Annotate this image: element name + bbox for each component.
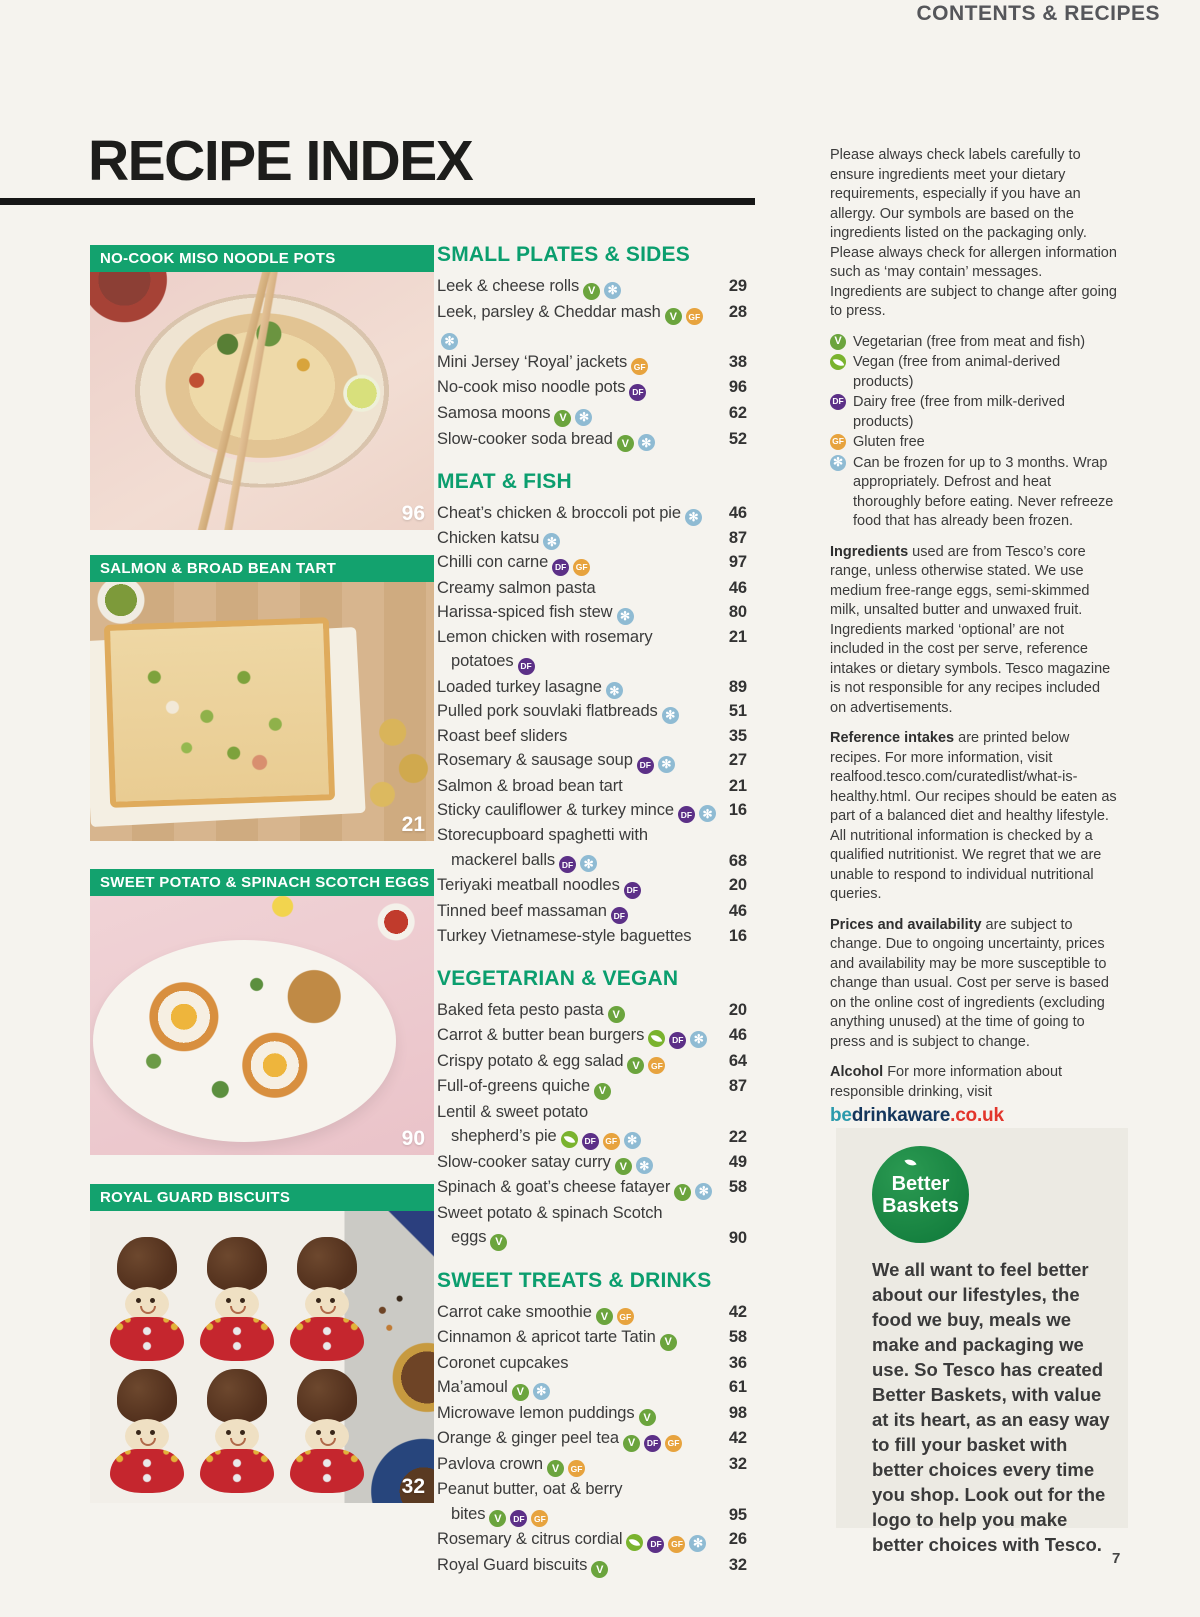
photo-salmon-broad-bean-tart <box>90 582 434 841</box>
recipe-row <box>437 1375 747 1401</box>
recipe-name: Storecupboard spaghetti with mackerel balls DF ✻ <box>437 823 723 873</box>
recipe-name: Carrot cake smoothie V GF <box>437 1300 723 1326</box>
recipe-name: Full-of-greens quiche V <box>437 1074 723 1100</box>
recipe-name: Sweet potato & spinach Scotch eggs V <box>437 1201 723 1251</box>
recipe-name: Cheat’s chicken & broccoli pot pie ✻ <box>437 501 723 526</box>
recipe-page-number: 98 <box>728 1403 747 1422</box>
guard-hat <box>297 1369 357 1423</box>
better-baskets-box <box>836 1128 1128 1555</box>
vegetarian-icon: V <box>489 1510 506 1527</box>
recipe-page-number: 51 <box>728 702 747 721</box>
photo-sweet-potato-scotch-eggs <box>90 896 434 1155</box>
recipe-page-number: 96 <box>728 378 747 397</box>
legend-text: Can be frozen for up to 3 months. Wrap appropriately. Defrost and heat thoroughly before eating. Never refreeze food that has already been frozen. <box>853 454 1114 529</box>
recipe-name: Slow-cooker satay curry V ✻ <box>437 1150 723 1176</box>
recipe-page-number: 49 <box>728 1152 747 1171</box>
recipe-row <box>437 1100 747 1150</box>
guard-face <box>125 1419 169 1453</box>
freezable-icon: ✻ <box>685 509 702 526</box>
guard-biscuit <box>284 1369 370 1495</box>
recipe-name: Leek & cheese rolls V ✻ <box>437 274 723 300</box>
dairy-free-icon: DF <box>647 1536 664 1553</box>
photo-block-royal-guard-biscuits <box>90 1184 434 1503</box>
recipe-page-number: 36 <box>728 1353 747 1372</box>
recipe-row <box>437 675 747 700</box>
recipe-row <box>437 899 747 925</box>
recipe-page-number: 46 <box>728 1026 747 1045</box>
allergy-note: Please always check labels carefully to ensure ingredients meet your dietary requirements, especially if you have an allergy. Our symbols are based on the ingredients listed on the packaging only. Please always check for allergen information such as ‘may contain’ messages. Ingredients are subject to change after going to press. <box>830 147 1117 319</box>
reference-intakes-note <box>830 729 1117 905</box>
recipe-name-continued: bites <box>451 1504 486 1523</box>
recipe-row <box>437 1553 747 1579</box>
recipe-page-number: 95 <box>728 1506 747 1525</box>
dairy-free-icon: DF <box>518 658 535 675</box>
guard-face <box>125 1287 169 1321</box>
recipe-name: Ma’amoul V ✻ <box>437 1375 723 1401</box>
recipe-page-number: 46 <box>728 578 747 597</box>
recipe-row <box>437 1401 747 1427</box>
recipe-name: Baked feta pesto pasta V <box>437 998 723 1024</box>
freezable-icon: ✻ <box>624 1132 641 1149</box>
legend-row <box>830 393 1117 432</box>
alcohol-text: For more information about responsible drinking, visit <box>830 1064 1063 1100</box>
recipe-row <box>437 924 747 948</box>
recipe-page-number: 68 <box>728 851 747 870</box>
gluten-free-icon: GF <box>668 1536 685 1553</box>
recipe-name: Salmon & broad bean tart <box>437 776 623 795</box>
guard-face <box>215 1287 259 1321</box>
photo-block-miso-noodle-pots <box>90 245 434 530</box>
recipe-page-number: 58 <box>728 1328 747 1347</box>
vegetarian-icon: V <box>674 1184 691 1201</box>
recipe-page-number: 21 <box>728 627 747 646</box>
recipe-name: Peanut butter, oat & berry bites V DF GF <box>437 1477 723 1527</box>
vegetarian-icon: V <box>512 1384 529 1401</box>
title-rule <box>0 198 755 205</box>
recipe-row <box>437 1074 747 1100</box>
recipe-page-number: 46 <box>728 504 747 523</box>
freezable-icon: ✻ <box>695 1183 712 1200</box>
section-title: SMALL PLATES & SIDES <box>437 243 690 266</box>
legend-text: Vegetarian (free from meat and fish) <box>853 333 1086 350</box>
dairy-free-icon: DF <box>611 907 628 924</box>
recipe-name: Pavlova crown V GF <box>437 1452 723 1478</box>
vegan-icon <box>830 354 846 370</box>
gluten-free-icon: GF <box>665 1435 682 1452</box>
recipe-page-number: 16 <box>728 927 747 946</box>
recipe-page-number: 42 <box>728 1429 747 1448</box>
guard-biscuit <box>284 1237 370 1363</box>
recipe-row <box>437 501 747 526</box>
recipe-row <box>437 526 747 551</box>
recipe-row <box>437 1426 747 1452</box>
vegetarian-icon: V <box>583 283 600 300</box>
recipe-page-number: 89 <box>728 677 747 696</box>
recipe-row <box>437 798 747 824</box>
recipe-row <box>437 748 747 774</box>
freezable-icon: ✻ <box>580 855 597 872</box>
drinkaware-be: be <box>830 1105 852 1126</box>
freezable-icon: ✻ <box>533 1383 550 1400</box>
alcohol-lead: Alcohol <box>830 1064 884 1080</box>
reference-lead: Reference intakes <box>830 730 955 746</box>
photo-label: ROYAL GUARD BISCUITS <box>90 1184 434 1211</box>
freezable-icon: ✻ <box>441 333 458 350</box>
recipe-row <box>437 1201 747 1251</box>
recipe-page-number: 20 <box>728 1000 747 1019</box>
guard-biscuit <box>194 1369 280 1495</box>
guard-biscuit <box>194 1237 280 1363</box>
dairy-free-icon: DF <box>637 757 654 774</box>
prices-lead: Prices and availability <box>830 916 982 933</box>
prices-note <box>830 916 1117 1053</box>
freezable-icon: ✻ <box>830 455 846 471</box>
recipe-name: Chilli con carne DF GF <box>437 550 723 576</box>
recipe-name: Lemon chicken with rosemary potatoes DF <box>437 625 723 675</box>
photo-page-number: 32 <box>401 1475 425 1498</box>
photo-miso-noodle-pots <box>90 272 434 530</box>
guard-hat <box>117 1369 177 1423</box>
recipe-row <box>437 550 747 576</box>
recipe-name: Tinned beef massaman DF <box>437 899 723 925</box>
dairy-free-icon: DF <box>644 1435 661 1452</box>
photo-block-salmon-tart <box>90 555 434 841</box>
section-title: SWEET TREATS & DRINKS <box>437 1268 712 1292</box>
recipe-index-list <box>437 241 747 1578</box>
guard-hat <box>207 1237 267 1291</box>
recipe-row <box>437 1477 747 1527</box>
vegetarian-icon: V <box>665 308 682 325</box>
recipe-row <box>437 300 747 350</box>
drinkaware-couk: .co.uk <box>950 1105 1004 1126</box>
gluten-free-icon: GF <box>573 559 590 576</box>
ingredients-lead: Ingredients <box>830 543 909 560</box>
guard-body <box>290 1317 364 1361</box>
recipe-row <box>437 724 747 748</box>
better-baskets-logo-line1: Better <box>891 1172 950 1195</box>
gluten-free-icon: GF <box>603 1133 620 1150</box>
freezable-icon: ✻ <box>662 707 679 724</box>
dairy-free-icon: DF <box>510 1510 527 1527</box>
recipe-name: Rosemary & citrus cordial DF GF ✻ <box>437 1527 723 1553</box>
recipe-name: Spinach & goat’s cheese fatayer V ✻ <box>437 1175 723 1201</box>
vegetarian-icon: V <box>615 1158 632 1175</box>
dairy-free-icon: DF <box>624 882 641 899</box>
recipe-row <box>437 873 747 899</box>
recipe-name: Royal Guard biscuits V <box>437 1553 723 1579</box>
photo-label: SWEET POTATO & SPINACH SCOTCH EGGS <box>90 869 434 896</box>
better-baskets-logo-line2: Baskets <box>882 1194 959 1217</box>
recipe-page-number: 27 <box>728 750 747 769</box>
dairy-free-icon: DF <box>669 1032 686 1049</box>
drinkaware-word: drinkaware <box>851 1105 951 1126</box>
recipe-name-continued: potatoes <box>451 651 514 670</box>
leaf-glyph <box>563 1134 575 1146</box>
recipe-row <box>437 274 747 300</box>
legend-row <box>830 433 1117 453</box>
guard-face <box>305 1287 349 1321</box>
recipe-row <box>437 998 747 1024</box>
vegetarian-icon: V <box>627 1057 644 1074</box>
recipe-name: Mini Jersey ‘Royal’ jackets GF <box>437 350 723 376</box>
legend-text: Vegan (free from animal-derived products) <box>853 354 1061 390</box>
legend-text: Dairy free (free from milk-derived products) <box>853 394 1065 430</box>
recipe-page-number: 58 <box>728 1178 747 1197</box>
recipe-page-number: 46 <box>728 901 747 920</box>
freezable-icon: ✻ <box>699 805 716 822</box>
legend-row <box>830 454 1117 532</box>
recipe-page-number: 21 <box>728 776 747 795</box>
gluten-free-icon: GF <box>830 434 846 450</box>
guard-hat <box>117 1237 177 1291</box>
recipe-page-number: 29 <box>728 277 747 295</box>
prices-text: are subject to change. Due to ongoing uncertainty, prices and availability may be more susceptible to change than usual. Cost per serve is based on the online cost of ingredients (excluding anything unused) at the time of going to press and is subject to change. <box>830 916 1109 1050</box>
vegetarian-icon: V <box>660 1334 677 1351</box>
recipe-page-number: 97 <box>728 553 747 572</box>
reference-text: are printed below recipes. For more information, visit realfood.tesco.com/curatedlist/what-is-healthy.html. Our recipes should be eaten as part of a balanced diet and healthy lifestyle. All nutritional information is checked by a qualified nutritionist. We regret that we are unable to respond to individual nutritional queries. <box>830 730 1117 902</box>
vegetarian-icon: V <box>490 1234 507 1251</box>
guard-body <box>110 1317 184 1361</box>
guard-body <box>200 1317 274 1361</box>
vegetarian-icon: V <box>547 1460 564 1477</box>
vegetarian-icon: V <box>554 410 571 427</box>
recipe-name: Sticky cauliflower & turkey mince DF ✻ <box>437 798 723 824</box>
recipe-name: Carrot & butter bean burgers DF ✻ <box>437 1023 723 1049</box>
recipe-row <box>437 350 747 376</box>
freezable-icon: ✻ <box>689 1535 706 1552</box>
recipe-page-number: 16 <box>728 800 747 819</box>
recipe-row <box>437 1150 747 1176</box>
vegetarian-icon: V <box>594 1083 611 1100</box>
freezable-icon: ✻ <box>606 682 623 699</box>
photo-royal-guard-biscuits <box>90 1211 434 1503</box>
recipe-name: Rosemary & sausage soup DF ✻ <box>437 748 723 774</box>
vegan-icon <box>561 1131 578 1148</box>
contents-recipes-header: CONTENTS & RECIPES <box>916 2 1160 25</box>
vegetarian-icon: V <box>617 435 634 452</box>
better-baskets-text: We all want to feel better about our lifestyles, the food we buy, meals we make and packaging we use. So Tesco has created Better Baskets, with value at its heart, as an easy way to fill your basket with better choices every time you shop. Look out for the logo to help you make better choices with Tesco. <box>872 1259 1110 1555</box>
photo-page-number: 96 <box>401 502 425 525</box>
recipe-name-continued: shepherd’s pie <box>451 1127 557 1146</box>
freezable-icon: ✻ <box>690 1031 707 1048</box>
recipe-name: Microwave lemon puddings V <box>437 1401 723 1427</box>
guard-body <box>200 1449 274 1493</box>
recipe-page-number: 35 <box>728 726 747 745</box>
recipe-page-number: 52 <box>728 429 747 448</box>
symbol-legend <box>830 333 1117 532</box>
recipe-row <box>437 823 747 873</box>
recipe-name: Turkey Vietnamese-style baguettes <box>437 927 692 946</box>
photo-page-number: 90 <box>401 1127 425 1150</box>
recipe-row <box>437 1325 747 1351</box>
recipe-page-number: 20 <box>728 876 747 895</box>
gluten-free-icon: GF <box>686 308 703 325</box>
gluten-free-icon: GF <box>531 1510 548 1527</box>
photo-block-scotch-eggs <box>90 869 434 1155</box>
recipe-row <box>437 427 747 453</box>
ingredients-text: used are from Tesco’s core range, unless otherwise stated. We use medium free-range eggs, semi-skimmed milk, unsalted butter and unwaxed fruit. Ingredients marked ‘optional’ are not included in the cost per serve, reference intakes or dietary symbols. Tesco magazine is not responsible for any recipes included on advertisements. <box>830 543 1111 716</box>
recipe-name: Slow-cooker soda bread V ✻ <box>437 427 723 453</box>
recipe-row <box>437 1300 747 1326</box>
recipe-name: Coronet cupcakes <box>437 1353 569 1372</box>
guard-body <box>110 1449 184 1493</box>
recipe-page-number: 28 <box>728 302 747 321</box>
recipe-name: Cinnamon & apricot tarte Tatin V <box>437 1325 723 1351</box>
gluten-free-icon: GF <box>631 358 648 375</box>
info-column <box>830 146 1117 1126</box>
gluten-free-icon: GF <box>617 1308 634 1325</box>
recipe-row <box>437 1351 747 1375</box>
dairy-free-icon: DF <box>552 559 569 576</box>
guard-body <box>290 1449 364 1493</box>
freezable-icon: ✻ <box>543 533 560 550</box>
recipe-row <box>437 1049 747 1075</box>
guard-face <box>215 1419 259 1453</box>
photo-page-number: 21 <box>401 813 425 836</box>
recipe-page-number: 42 <box>728 1302 747 1321</box>
recipe-page-number: 26 <box>728 1530 747 1549</box>
recipe-row <box>437 600 747 625</box>
leaf-glyph <box>832 356 844 368</box>
photo-label: NO-COOK MISO NOODLE POTS <box>90 245 434 272</box>
recipe-name: Teriyaki meatball noodles DF <box>437 873 723 899</box>
recipe-page-number: 62 <box>728 403 747 422</box>
recipe-row <box>437 774 747 798</box>
recipe-name: Harissa-spiced fish stew ✻ <box>437 600 723 625</box>
recipe-page-number: 32 <box>728 1555 747 1574</box>
ingredients-note <box>830 543 1117 719</box>
legend-text: Gluten free <box>853 434 925 450</box>
recipe-name: Crispy potato & egg salad V GF <box>437 1049 723 1075</box>
recipe-page-number: 22 <box>728 1128 747 1147</box>
dairy-free-icon: DF <box>830 394 846 410</box>
section-title: VEGETARIAN & VEGAN <box>437 966 679 990</box>
guard-biscuit <box>104 1369 190 1495</box>
dairy-free-icon: DF <box>559 856 576 873</box>
recipe-row <box>437 699 747 724</box>
vegan-icon <box>648 1030 665 1047</box>
recipe-name: Pulled pork souvlaki flatbreads ✻ <box>437 699 723 724</box>
recipe-name: Orange & ginger peel tea V DF GF <box>437 1426 723 1452</box>
guard-face <box>305 1419 349 1453</box>
leaf-glyph <box>651 1033 663 1045</box>
better-baskets-logo <box>872 1146 969 1243</box>
freezable-icon: ✻ <box>604 282 621 299</box>
recipe-row <box>437 576 747 600</box>
vegetarian-icon: V <box>830 334 846 350</box>
photo-label: SALMON & BROAD BEAN TART <box>90 555 434 582</box>
recipe-name: No-cook miso noodle pots DF <box>437 375 723 401</box>
guard-hat <box>207 1369 267 1423</box>
legend-row <box>830 333 1117 353</box>
recipe-page-number: 38 <box>728 352 747 371</box>
recipe-row <box>437 1527 747 1553</box>
page-title: RECIPE INDEX <box>88 129 473 193</box>
recipe-row <box>437 625 747 675</box>
recipe-page-number: 87 <box>728 1077 747 1096</box>
vegetarian-icon: V <box>596 1308 613 1325</box>
vegan-icon <box>626 1534 643 1551</box>
recipe-row <box>437 375 747 401</box>
alcohol-note <box>830 1063 1117 1102</box>
recipe-row <box>437 401 747 427</box>
recipe-row <box>437 1175 747 1201</box>
gluten-free-icon: GF <box>648 1057 665 1074</box>
vegetarian-icon: V <box>639 1409 656 1426</box>
drinkaware-link[interactable] <box>830 1106 1117 1126</box>
recipe-row <box>437 1023 747 1049</box>
vegetarian-icon: V <box>623 1435 640 1452</box>
recipe-page-number: 80 <box>728 603 747 622</box>
recipe-name: Loaded turkey lasagne ✻ <box>437 675 723 700</box>
vegetarian-icon: V <box>591 1561 608 1578</box>
section-title: MEAT & FISH <box>437 470 572 494</box>
gluten-free-icon: GF <box>568 1460 585 1477</box>
recipe-name-continued: mackerel balls <box>451 850 556 869</box>
dairy-free-icon: DF <box>582 1133 599 1150</box>
recipe-page-number: 90 <box>728 1229 747 1248</box>
recipe-name: Samosa moons V ✻ <box>437 401 723 427</box>
dairy-free-icon: DF <box>678 806 695 823</box>
guard-hat <box>297 1237 357 1291</box>
freezable-icon: ✻ <box>617 608 634 625</box>
recipe-page-number: 87 <box>728 528 747 547</box>
recipe-name: Lentil & sweet potato shepherd’s pie DF GF ✻ <box>437 1100 723 1150</box>
recipe-page-number: 32 <box>728 1454 747 1473</box>
recipe-page-number: 64 <box>728 1051 747 1070</box>
freezable-icon: ✻ <box>638 434 655 451</box>
recipe-name: Chicken katsu ✻ <box>437 526 723 551</box>
legend-row <box>830 353 1117 392</box>
recipe-name: Leek, parsley & Cheddar mash V GF✻ <box>437 300 723 350</box>
recipe-row <box>437 1452 747 1478</box>
freezable-icon: ✻ <box>575 409 592 426</box>
recipe-name-continued: eggs <box>451 1228 487 1247</box>
folio-page-number: 7 <box>1112 1550 1121 1567</box>
freezable-icon: ✻ <box>658 756 675 773</box>
dairy-free-icon: DF <box>629 384 646 401</box>
guard-biscuit <box>104 1237 190 1363</box>
recipe-page-number: 61 <box>728 1378 747 1397</box>
leaf-glyph <box>629 1537 641 1549</box>
vegetarian-icon: V <box>608 1006 625 1023</box>
freezable-icon: ✻ <box>636 1157 653 1174</box>
recipe-name: Roast beef sliders <box>437 726 568 745</box>
recipe-name: Creamy salmon pasta <box>437 578 596 597</box>
